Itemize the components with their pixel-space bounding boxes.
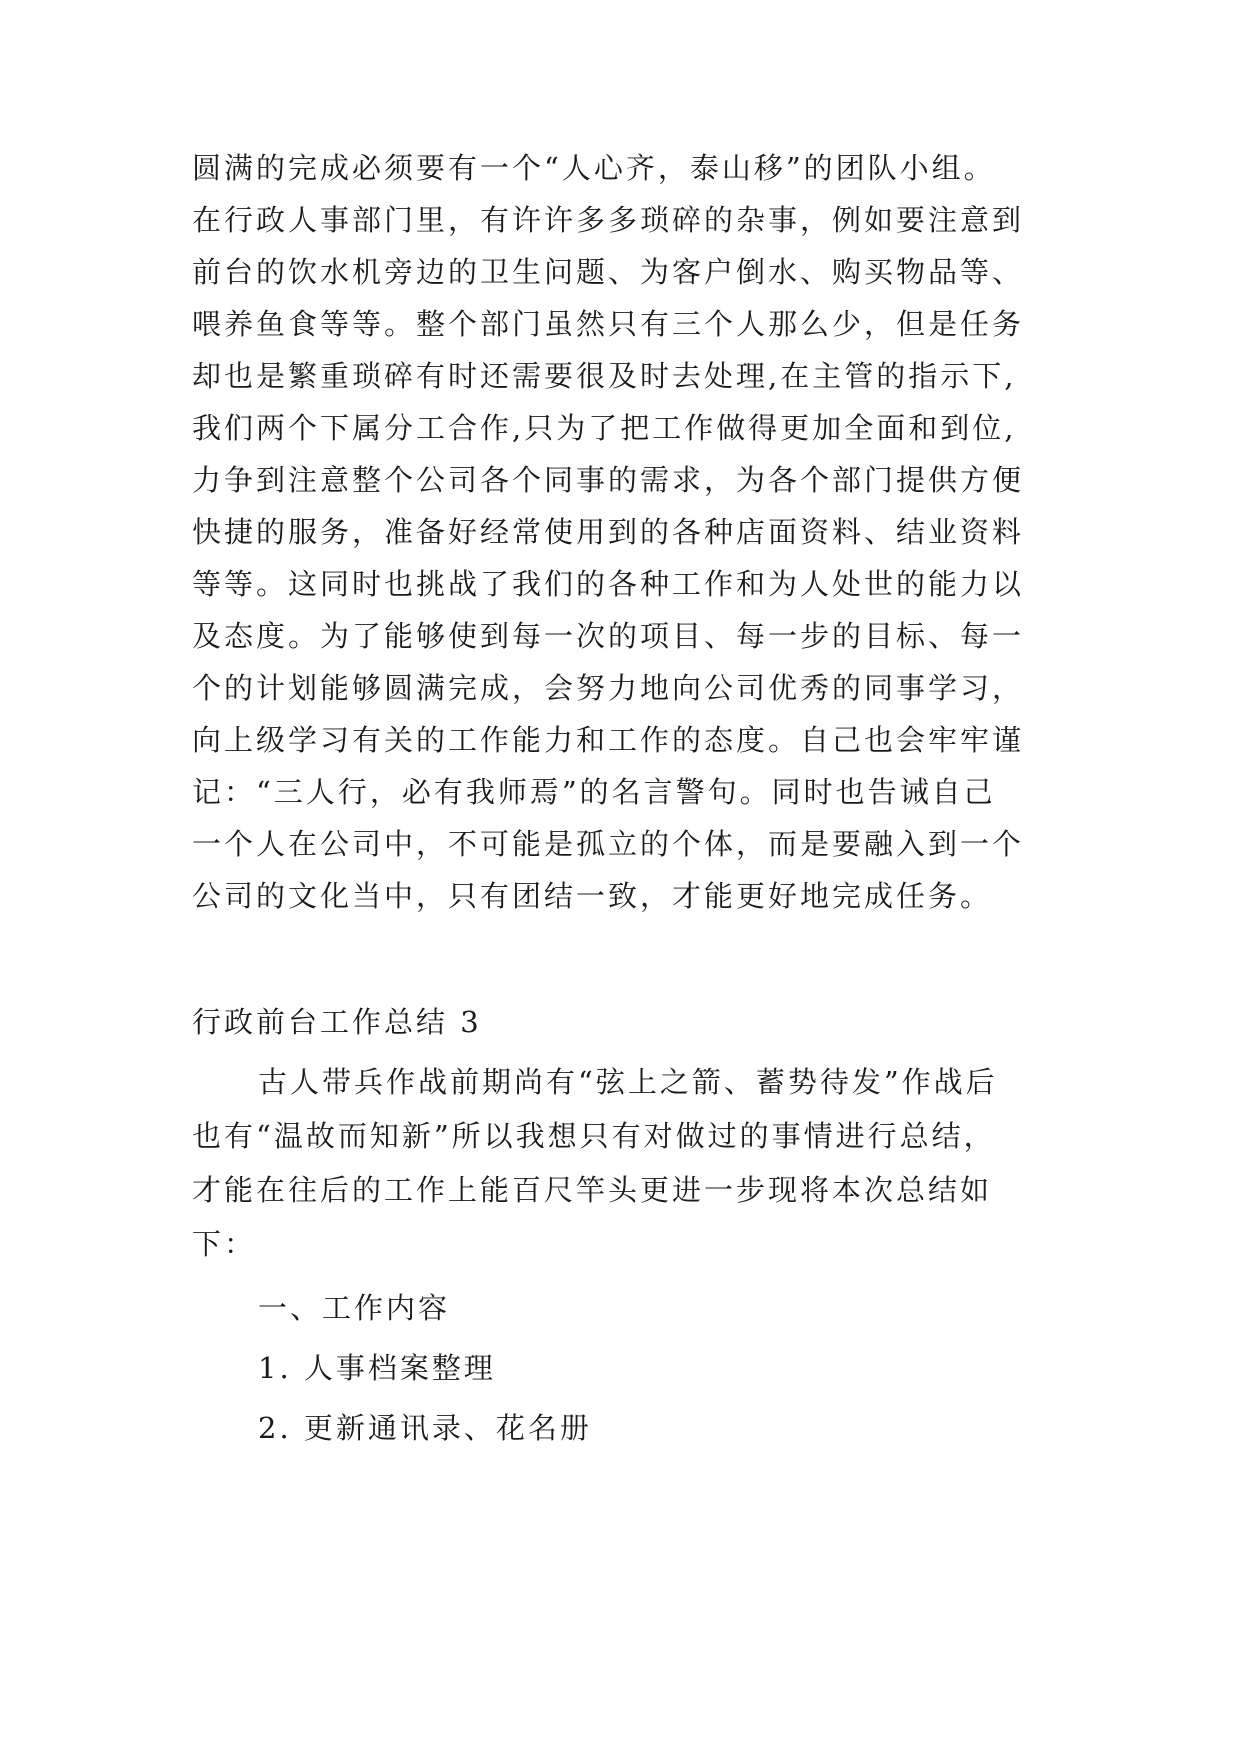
paragraph-line: 一个人在公司中，不可能是孤立的个体，而是要融入到一个	[192, 827, 1025, 861]
paragraph-line: 力争到注意整个公司各个同事的需求，为各个部门提供方便	[192, 463, 1025, 497]
paragraph-line: 等等。这同时也挑战了我们的各种工作和为人处世的能力以	[192, 567, 1025, 601]
paragraph-line: 记：“三人行，必有我师焉”的名言警句。同时也告诫自己	[192, 775, 996, 809]
paragraph-line: 古人带兵作战前期尚有“弦上之箭、蓄势待发”作战后	[258, 1065, 998, 1099]
paragraph-line: 我们两个下属分工合作,只为了把工作做得更加全面和到位,	[192, 411, 1017, 445]
paragraph-line: 才能在往后的工作上能百尺竿头更进一步现将本次总结如	[192, 1173, 993, 1207]
section-title: 行政前台工作总结 3	[192, 1005, 482, 1039]
paragraph-line: 下：	[192, 1227, 257, 1261]
paragraph-line: 及态度。为了能够使到每一次的项目、每一步的目标、每一	[192, 619, 1025, 653]
outline-item: 1. 人事档案整理	[258, 1351, 496, 1385]
paragraph-line: 却也是繁重琐碎有时还需要很及时去处理,在主管的指示下,	[192, 359, 1017, 393]
paragraph-line: 快捷的服务，准备好经常使用到的各种店面资料、结业资料	[192, 515, 1025, 549]
paragraph-line: 在行政人事部门里，有许许多多琐碎的杂事，例如要注意到	[192, 203, 1025, 237]
outline-heading: 一、工作内容	[258, 1291, 451, 1325]
paragraph-line: 公司的文化当中，只有团结一致，才能更好地完成任务。	[192, 879, 993, 913]
paragraph-line: 个的计划能够圆满完成，会努力地向公司优秀的同事学习，	[192, 671, 1025, 705]
paragraph-line: 也有“温故而知新”所以我想只有对做过的事情进行总结，	[192, 1119, 996, 1153]
paragraph-line: 向上级学习有关的工作能力和工作的态度。自己也会牢牢谨	[192, 723, 1025, 757]
paragraph-line: 前台的饮水机旁边的卫生问题、为客户倒水、购买物品等、	[192, 255, 1025, 289]
paragraph-line: 圆满的完成必须要有一个“人心齐，泰山移”的团队小组。	[192, 151, 996, 185]
paragraph-line: 喂养鱼食等等。整个部门虽然只有三个人那么少，但是任务	[192, 307, 1025, 341]
outline-item: 2. 更新通讯录、花名册	[258, 1411, 592, 1445]
